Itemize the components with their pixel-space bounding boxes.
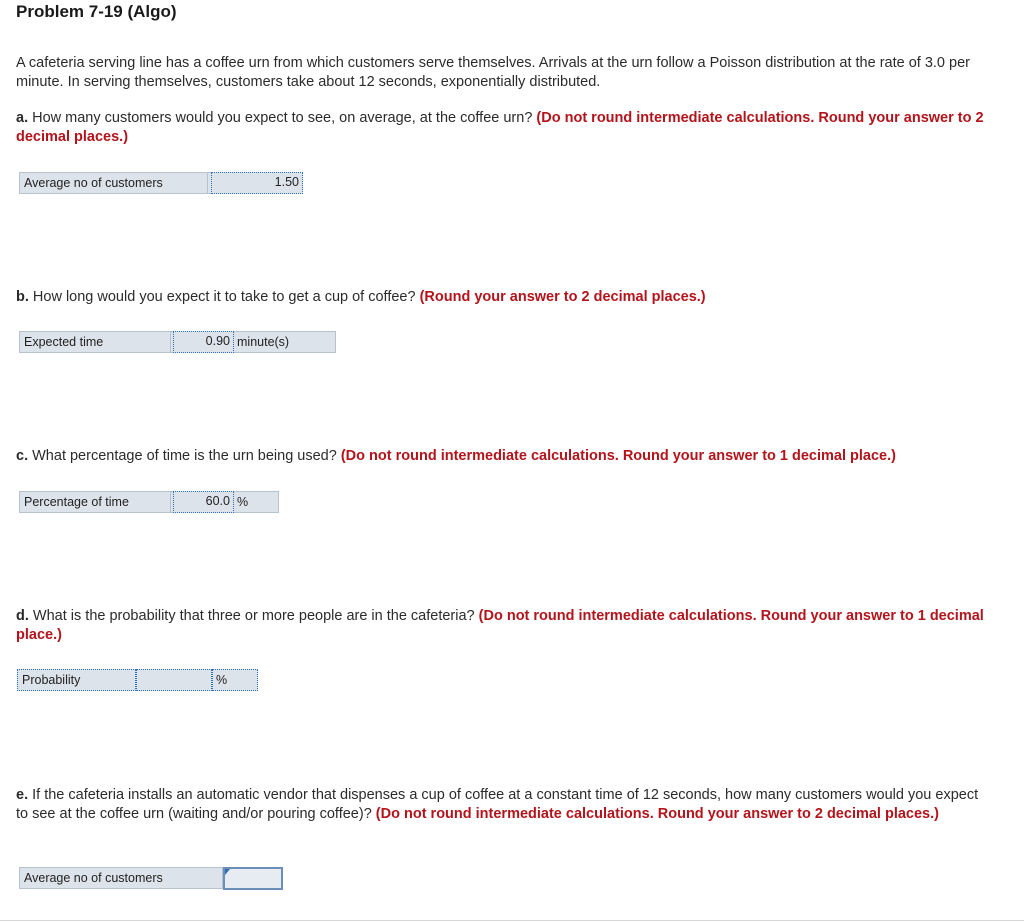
answer-c-label: Percentage of time	[19, 491, 171, 513]
question-a	[16, 109, 991, 147]
answer-c-input[interactable]: 60.0	[173, 491, 234, 513]
answer-b-label: Expected time	[19, 331, 171, 353]
answer-row-e	[19, 867, 283, 889]
question-a-instruction: (Do not round intermediate calculations. Round your answer to 2 decimal places.)	[16, 110, 984, 145]
answer-row-a	[19, 172, 303, 194]
question-a-letter: a.	[16, 110, 29, 126]
question-c-instruction: (Do not round intermediate calculations. Round your answer to 1 decimal place.)	[340, 448, 896, 464]
question-e-text: If the cafeteria installs an automatic vendor that dispenses a cup of coffee at a constant time of 12 seconds, how many customers would you expect to see at the coffee urn (waiting and/or pouring coffee)?	[16, 787, 979, 822]
question-b-instruction: (Round your answer to 2 decimal places.)	[419, 289, 706, 305]
answer-c-unit: %	[234, 491, 279, 513]
problem-intro: A cafeteria serving line has a coffee urn from which customers serve themselves. Arrivals at the urn follow a Poisson distribution at the rate of 3.0 per minute. In serving themselves, customers take about 12 seconds, exponentially distributed.	[16, 55, 970, 90]
question-c	[16, 447, 991, 466]
active-field-flag-icon	[225, 869, 230, 875]
answer-e-input[interactable]	[223, 867, 283, 890]
question-e	[16, 786, 991, 824]
question-d-instruction: (Do not round intermediate calculations. Round your answer to 1 decimal place.)	[16, 608, 984, 643]
answer-d-input[interactable]	[136, 669, 212, 691]
question-e-letter: e.	[16, 787, 29, 803]
question-d-text: What is the probability that three or more people are in the cafeteria?	[32, 608, 475, 624]
answer-d-unit: %	[212, 669, 258, 691]
answer-b-input[interactable]: 0.90	[173, 331, 234, 353]
question-c-text: What percentage of time is the urn being used?	[32, 448, 337, 464]
answer-e-label: Average no of customers	[19, 867, 223, 889]
answer-row-b	[19, 331, 336, 353]
question-b-letter: b.	[16, 289, 29, 305]
question-b-text: How long would you expect it to take to get a cup of coffee?	[32, 289, 416, 305]
question-d-letter: d.	[16, 608, 29, 624]
answer-a-label: Average no of customers	[19, 172, 208, 194]
bottom-divider	[0, 920, 1024, 921]
question-c-letter: c.	[16, 448, 29, 464]
answer-row-c	[19, 491, 279, 513]
answer-b-unit: minute(s)	[234, 331, 336, 353]
question-b	[16, 288, 991, 307]
problem-title: Problem 7-19 (Algo)	[16, 2, 177, 21]
answer-a-input[interactable]: 1.50	[211, 172, 303, 194]
question-a-text: How many customers would you expect to see, on average, at the coffee urn?	[32, 110, 533, 126]
answer-d-label: Probability	[17, 669, 136, 691]
answer-row-d	[17, 669, 258, 691]
question-e-instruction: (Do not round intermediate calculations. Round your answer to 2 decimal places.)	[375, 806, 939, 822]
question-d	[16, 607, 991, 645]
